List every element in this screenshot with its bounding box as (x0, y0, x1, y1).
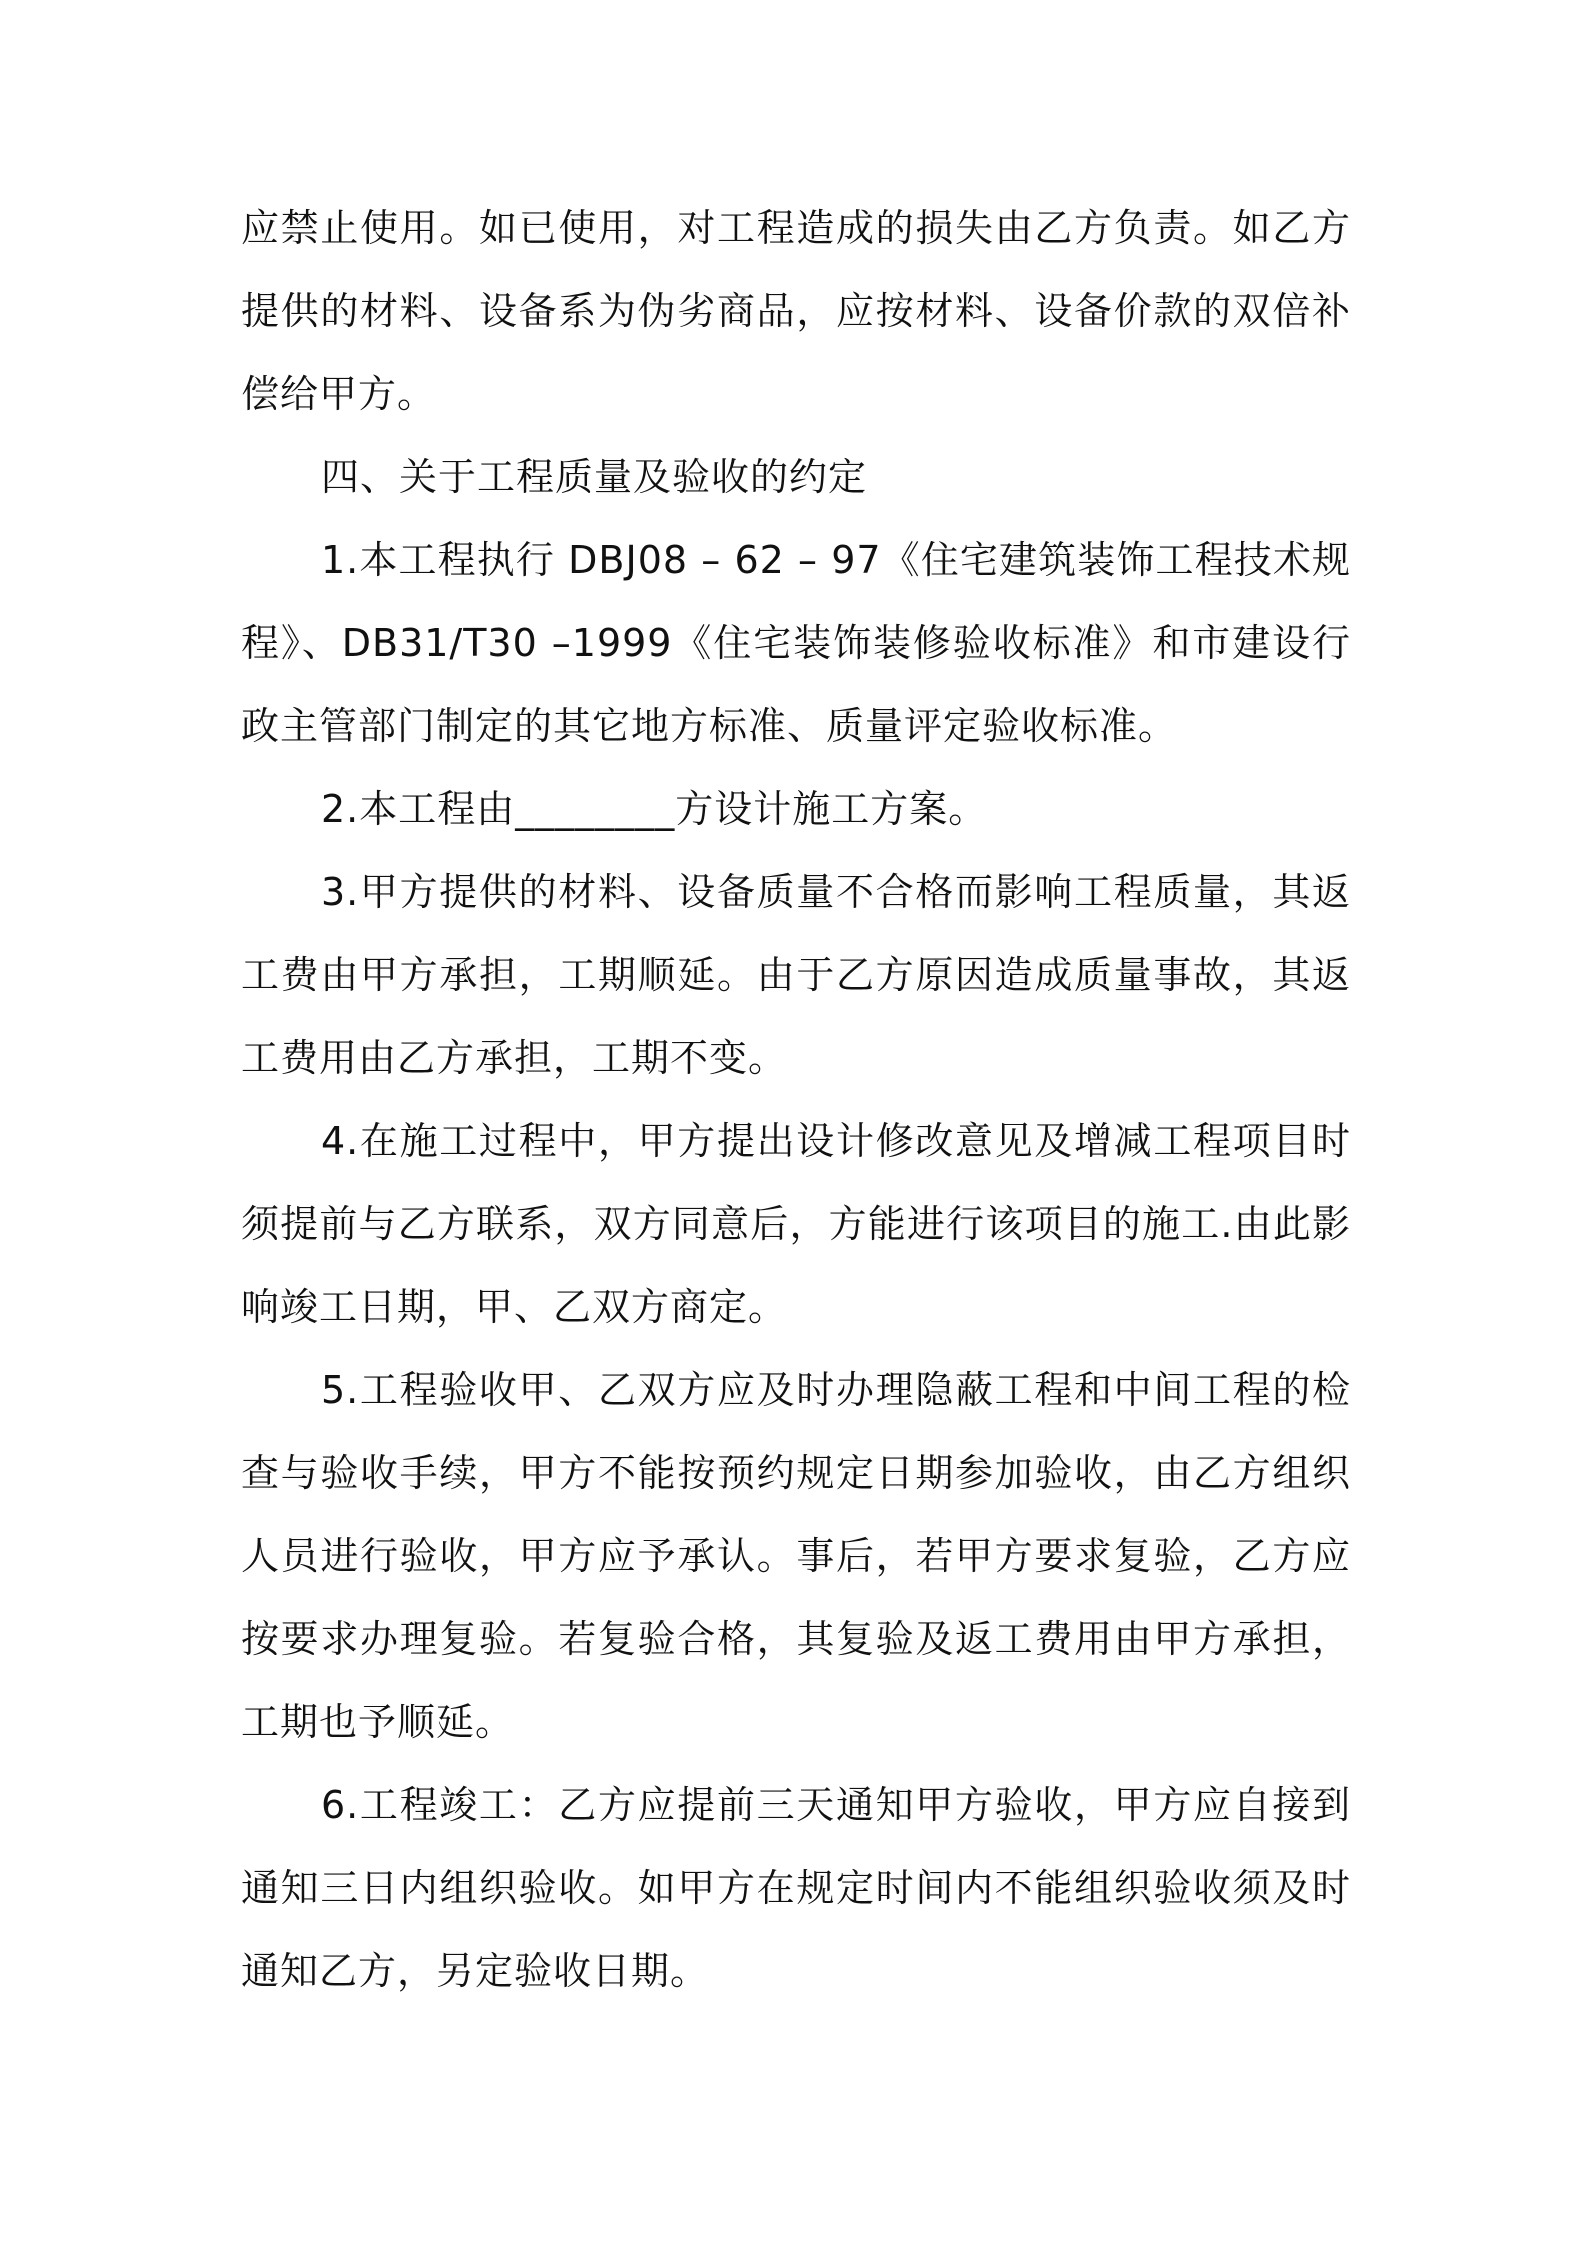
clause-4-design-changes: 4.在施工过程中，甲方提出设计修改意见及增减工程项目时须提前与乙方联系，双方同意后，方能进行该项目的施工.由此影响竣工日期，甲、乙双方商定。 (241, 1119, 1351, 1329)
clause-6-completion: 6.工程竣工：乙方应提前三天通知甲方验收，甲方应自接到通知三日内组织验收。如甲方在规定时间内不能组织验收须及时通知乙方，另定验收日期。 (241, 1783, 1351, 1993)
paragraph-continuation: 应禁止使用。如已使用，对工程造成的损失由乙方负责。如乙方提供的材料、设备系为伪劣商品，应按材料、设备价款的双倍补偿给甲方。 (241, 206, 1351, 416)
document-body (241, 187, 1351, 2013)
section-heading-quality-acceptance: 四、关于工程质量及验收的约定 (321, 455, 868, 499)
clause-1-standards: 1.本工程执行 DBJ08 – 62 – 97《住宅建筑装饰工程技术规程》、DB31/T30 –1999《住宅装饰装修验收标准》和市建设行政主管部门制定的其它地方标准、质量评定验收标准。 (241, 538, 1351, 748)
clause-5-inspection: 5.工程验收甲、乙双方应及时办理隐蔽工程和中间工程的检查与验收手续，甲方不能按预约规定日期参加验收，由乙方组织人员进行验收，甲方应予承认。事后，若甲方要求复验，乙方应按要求办理复验。若复验合格，其复验及返工费用由甲方承担，工期也予顺延。 (241, 1368, 1351, 1744)
clause-2-design-party: 2.本工程由________方设计施工方案。 (321, 787, 988, 831)
clause-3-material-quality: 3.甲方提供的材料、设备质量不合格而影响工程质量，其返工费由甲方承担，工期顺延。由于乙方原因造成质量事故，其返工费用由乙方承担，工期不变。 (241, 870, 1351, 1080)
